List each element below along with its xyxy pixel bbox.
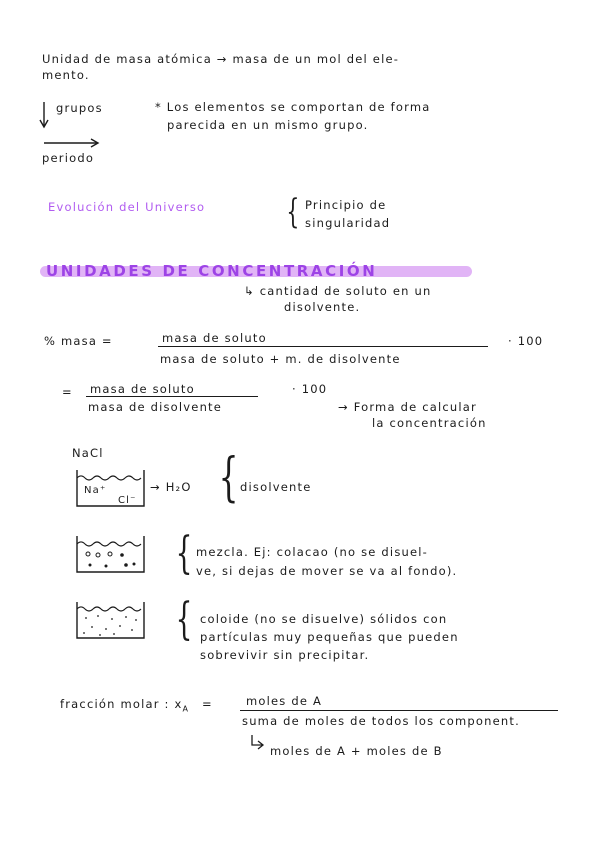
- amu-line-2: mento.: [42, 68, 90, 82]
- fraccion-molar-text: fracción molar : x: [60, 697, 183, 711]
- frac3-denominator: suma de moles de todos los component.: [242, 714, 520, 728]
- colloid-beaker-icon: [76, 600, 146, 640]
- right-arrow-icon: [42, 138, 102, 148]
- frac2-bar: [86, 396, 258, 397]
- brace-icon: {: [175, 594, 193, 645]
- frac1-factor: · 100: [508, 334, 544, 348]
- elementos-note-2: parecida en un mismo grupo.: [167, 118, 369, 132]
- pct-masa-label: % masa =: [44, 334, 113, 348]
- equals-sign: =: [62, 385, 73, 399]
- na-ion: Na⁺: [84, 485, 107, 496]
- frac3-bar: [240, 710, 558, 711]
- grupos-label: grupos: [56, 101, 103, 115]
- coloide-line-3: sobrevivir sin precipitar.: [200, 648, 370, 662]
- cantidad-line-2: disolvente.: [284, 300, 361, 314]
- amu-line-1: Unidad de masa atómica → masa de un mol del ele-: [42, 52, 400, 66]
- heading-text: UNIDADES DE CONCENTRACIÓN: [46, 262, 378, 280]
- brace-icon: {: [286, 192, 300, 232]
- h2o-label: → H₂O: [150, 480, 192, 494]
- nacl-label: NaCl: [72, 446, 104, 460]
- coloide-line-1: coloide (no se disuelve) sólidos con: [200, 612, 448, 626]
- frac2-denominator: masa de disolvente: [88, 400, 223, 414]
- brace-icon: {: [218, 448, 239, 508]
- frac2-factor: · 100: [292, 382, 328, 396]
- corner-arrow-icon: [250, 734, 266, 752]
- frac1-denominator: masa de soluto + m. de disolvente: [160, 352, 401, 366]
- evolucion-universo: Evolución del Universo: [48, 200, 206, 214]
- forma-line-1: → Forma de calcular: [338, 400, 477, 414]
- elementos-note-1: * Los elementos se comportan de forma: [155, 100, 431, 114]
- frac1-bar: [158, 346, 488, 347]
- principio-line-1: Principio de: [305, 198, 387, 212]
- mezcla-line-1: mezcla. Ej: colacao (no se disuel-: [196, 545, 429, 559]
- principio-line-2: singularidad: [305, 216, 391, 230]
- cl-ion: Cl⁻: [118, 495, 137, 506]
- fraccion-molar-sub: A: [182, 704, 190, 714]
- periodo-label: periodo: [42, 151, 95, 165]
- mixture-beaker-icon: [76, 534, 146, 574]
- coloide-line-2: partículas muy pequeñas que pueden: [200, 630, 459, 644]
- frac2-numerator: masa de soluto: [90, 382, 195, 396]
- frac3-numerator: moles de A: [246, 694, 323, 708]
- frac3-note: moles de A + moles de B: [270, 744, 443, 758]
- disolvente-label: disolvente: [240, 480, 312, 494]
- fraccion-molar-equals: =: [202, 697, 213, 711]
- down-arrow-icon: [40, 100, 50, 130]
- brace-icon: {: [175, 528, 193, 579]
- fraccion-molar-label: [60, 697, 213, 716]
- forma-line-2: la concentración: [372, 416, 487, 430]
- section-heading: [40, 260, 472, 280]
- mezcla-line-2: ve, si dejas de mover se va al fondo).: [196, 564, 458, 578]
- frac1-numerator: masa de soluto: [162, 331, 267, 345]
- cantidad-line-1: ↳ cantidad de soluto en un: [244, 284, 432, 298]
